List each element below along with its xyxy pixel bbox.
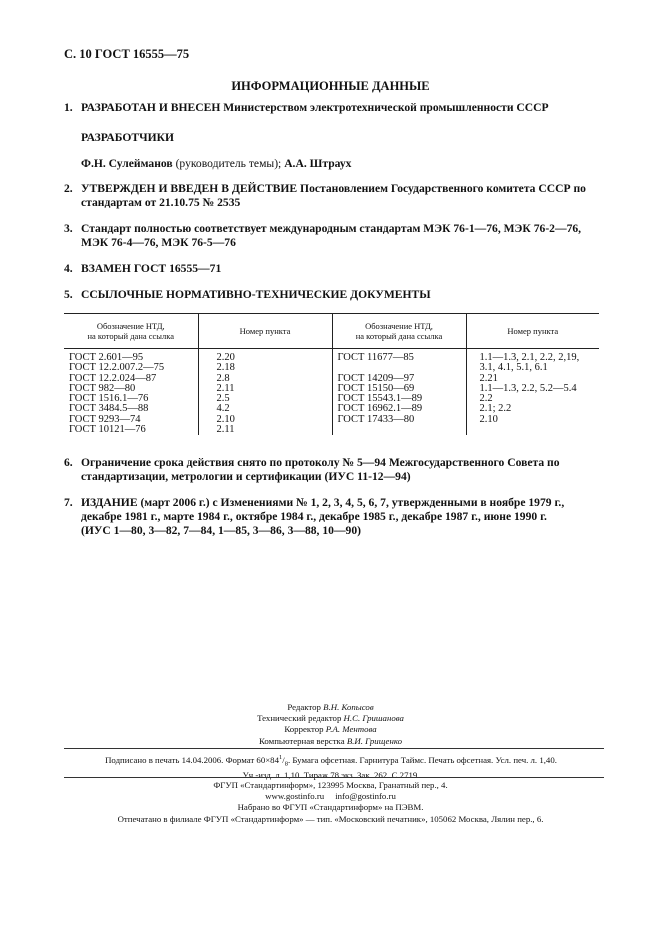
point-ref: 2.8 [216, 372, 230, 384]
doc-ref: ГОСТ 15150—69 [337, 382, 415, 394]
point-ref: 2.10 [479, 413, 498, 425]
typeset-line: Набрано во ФГУП «Стандартинформ» на ПЭВМ. [237, 802, 424, 813]
left-points-cell [198, 349, 332, 436]
separator-line [64, 777, 604, 778]
layout-line: Компьютерная верстка В.И. Грищенко [259, 735, 402, 746]
table-row [64, 349, 599, 436]
header-point-left: Номер пункта [198, 314, 332, 349]
point-ref: 2.2 [479, 393, 493, 405]
doc-ref: ГОСТ 14209—97 [337, 372, 415, 384]
point-ref: 3.1, 4.1, 5.1, 6.1 [479, 362, 548, 374]
item-text: Стандарт полностью соответствует международным стандартам МЭК 76-1—76, МЭК 76-2—76, [81, 222, 582, 235]
item-text: ИЗДАНИЕ (март 2006 г.) с Изменениями № 1, 2, 3, 4, 5, 6, 7, утвержденными в ноябре 1979 г., [81, 496, 565, 509]
email-link[interactable]: info@gostinfo.ru [335, 791, 396, 802]
developers-list [81, 157, 621, 171]
doc-ref: ГОСТ 3484.5—88 [69, 403, 149, 415]
item-1 [64, 101, 604, 115]
doc-ref: ГОСТ 10121—76 [69, 424, 146, 436]
point-ref: 2.18 [216, 362, 235, 374]
item-text: РАЗРАБОТАН И ВНЕСЕН Министерством электротехнической промышленности СССР [81, 101, 549, 114]
item-4 [64, 262, 604, 276]
doc-ref: ГОСТ 1516.1—76 [69, 393, 149, 405]
item-number: 3. [64, 222, 73, 235]
separator-line [64, 748, 604, 749]
editor-line: Редактор В.Н. Копысов [287, 702, 374, 712]
header-doc-left: Обозначение НТД, на который дана ссылка [64, 314, 198, 349]
developers-heading: РАЗРАБОТЧИКИ [81, 131, 175, 144]
doc-ref: ГОСТ 2.601—95 [69, 352, 144, 363]
item-text-cont: МЭК 76-4—76, МЭК 76-5—76 [81, 236, 236, 249]
left-docs-cell [64, 349, 198, 436]
point-ref: 1.1—1.3, 2.2, 5.2—5.4 [479, 382, 577, 394]
point-ref: 2.11 [216, 382, 235, 394]
item-text: УТВЕРЖДЕН И ВВЕДЕН В ДЕЙСТВИЕ Постановлением Государственного комитета СССР по [81, 182, 586, 195]
item-6 [64, 456, 604, 484]
item-text-cont: стандартам от 21.10.75 № 2535 [81, 196, 241, 209]
item-text-cont: (ИУС 1—80, 3—82, 7—84, 1—85, 3—86, 3—88, 10—90) [81, 524, 361, 537]
doc-ref: ГОСТ 16962.1—89 [337, 403, 423, 415]
item-number: 1. [64, 101, 73, 114]
point-ref: 2.10 [216, 413, 235, 425]
item-2 [64, 182, 604, 210]
table-header-row [64, 314, 599, 349]
publisher-block [0, 780, 661, 825]
point-ref: 1.1—1.3, 2.1, 2.2, 2,19, [479, 352, 580, 363]
references-table [64, 313, 599, 435]
doc-ref: ГОСТ 9293—74 [69, 413, 141, 425]
printed-line: Отпечатано в филиале ФГУП «Стандартинформ» — тип. «Московский печатник», 105062 Москва, Лялин пер., 6. [117, 813, 544, 824]
item-text: Ограничение срока действия снято по протоколу № 5—94 Межгосударственного Совета по [81, 456, 560, 469]
item-number: 6. [64, 456, 73, 469]
doc-ref: ГОСТ 15543.1—89 [337, 393, 423, 405]
page-title: ИНФОРМАЦИОННЫЕ ДАННЫЕ [231, 79, 430, 93]
item-text: ВЗАМЕН ГОСТ 16555—71 [81, 262, 222, 275]
website-link[interactable]: www.gostinfo.ru [265, 791, 325, 802]
item-text-cont: декабре 1981 г., марте 1984 г., октябре 1984 г., декабре 1985 г., декабре 1987 г., июне 1990 г. [81, 510, 547, 523]
item-number: 7. [64, 496, 73, 509]
point-ref: 2.5 [216, 393, 230, 405]
signed-line-1: Подписано в печать 14.04.2006. Формат $60\times 84^1/_8$. Бумага офсетная. Гарнитура Таймс. Печать офсетная. Усл. печ. л. 1,40. [105, 754, 557, 768]
header-doc-right: Обозначение НТД, на который дана ссылка [332, 314, 466, 349]
header-point-right: Номер пункта [466, 314, 599, 349]
item-number: 5. [64, 288, 73, 301]
developer-name: Ф.Н. Сулейманов [81, 157, 173, 170]
tech-editor-line: Технический редактор Н.С. Гришанова [257, 713, 404, 724]
point-ref: 2.11 [216, 424, 235, 436]
point-ref: 4.2 [216, 403, 230, 415]
right-docs-cell [332, 349, 466, 436]
page-header: С. 10 ГОСТ 16555—75 [64, 47, 190, 61]
doc-ref: ГОСТ 17433—80 [337, 413, 415, 425]
doc-ref: ГОСТ 11677—85 [337, 352, 414, 363]
publisher-address: ФГУП «Стандартинформ», 123995 Москва, Гранатный пер., 4. [213, 780, 448, 790]
item-3 [64, 222, 604, 250]
point-ref: 2.1; 2.2 [479, 403, 512, 415]
credits-block [0, 702, 661, 747]
item-7 [64, 496, 624, 538]
item-5 [64, 288, 604, 302]
item-text: ССЫЛОЧНЫЕ НОРМАТИВНО-ТЕХНИЧЕСКИЕ ДОКУМЕНТЫ [81, 288, 431, 301]
signed-line-2: Уч.-изд. л. 1,10. Тираж 78 экз. Зак. 262. С 2719. [242, 769, 420, 780]
doc-ref: ГОСТ 982—80 [69, 382, 136, 394]
publisher-web [0, 791, 661, 802]
doc-ref: ГОСТ 12.2.007.2—75 [69, 362, 165, 374]
corrector-line: Корректор Р.А. Ментова [284, 724, 377, 735]
point-ref: 2.20 [216, 352, 235, 363]
developer-role: (руководитель темы); [172, 157, 285, 170]
item-number: 2. [64, 182, 73, 195]
right-points-cell [466, 349, 599, 436]
point-ref: 2.21 [479, 372, 498, 384]
item-number: 4. [64, 262, 73, 275]
item-text-cont: стандартизации, метрологии и сертификации (ИУС 11-12—94) [81, 470, 411, 483]
doc-ref: ГОСТ 12.2.024—87 [69, 372, 157, 384]
developer-name: А.А. Штраух [284, 157, 352, 170]
